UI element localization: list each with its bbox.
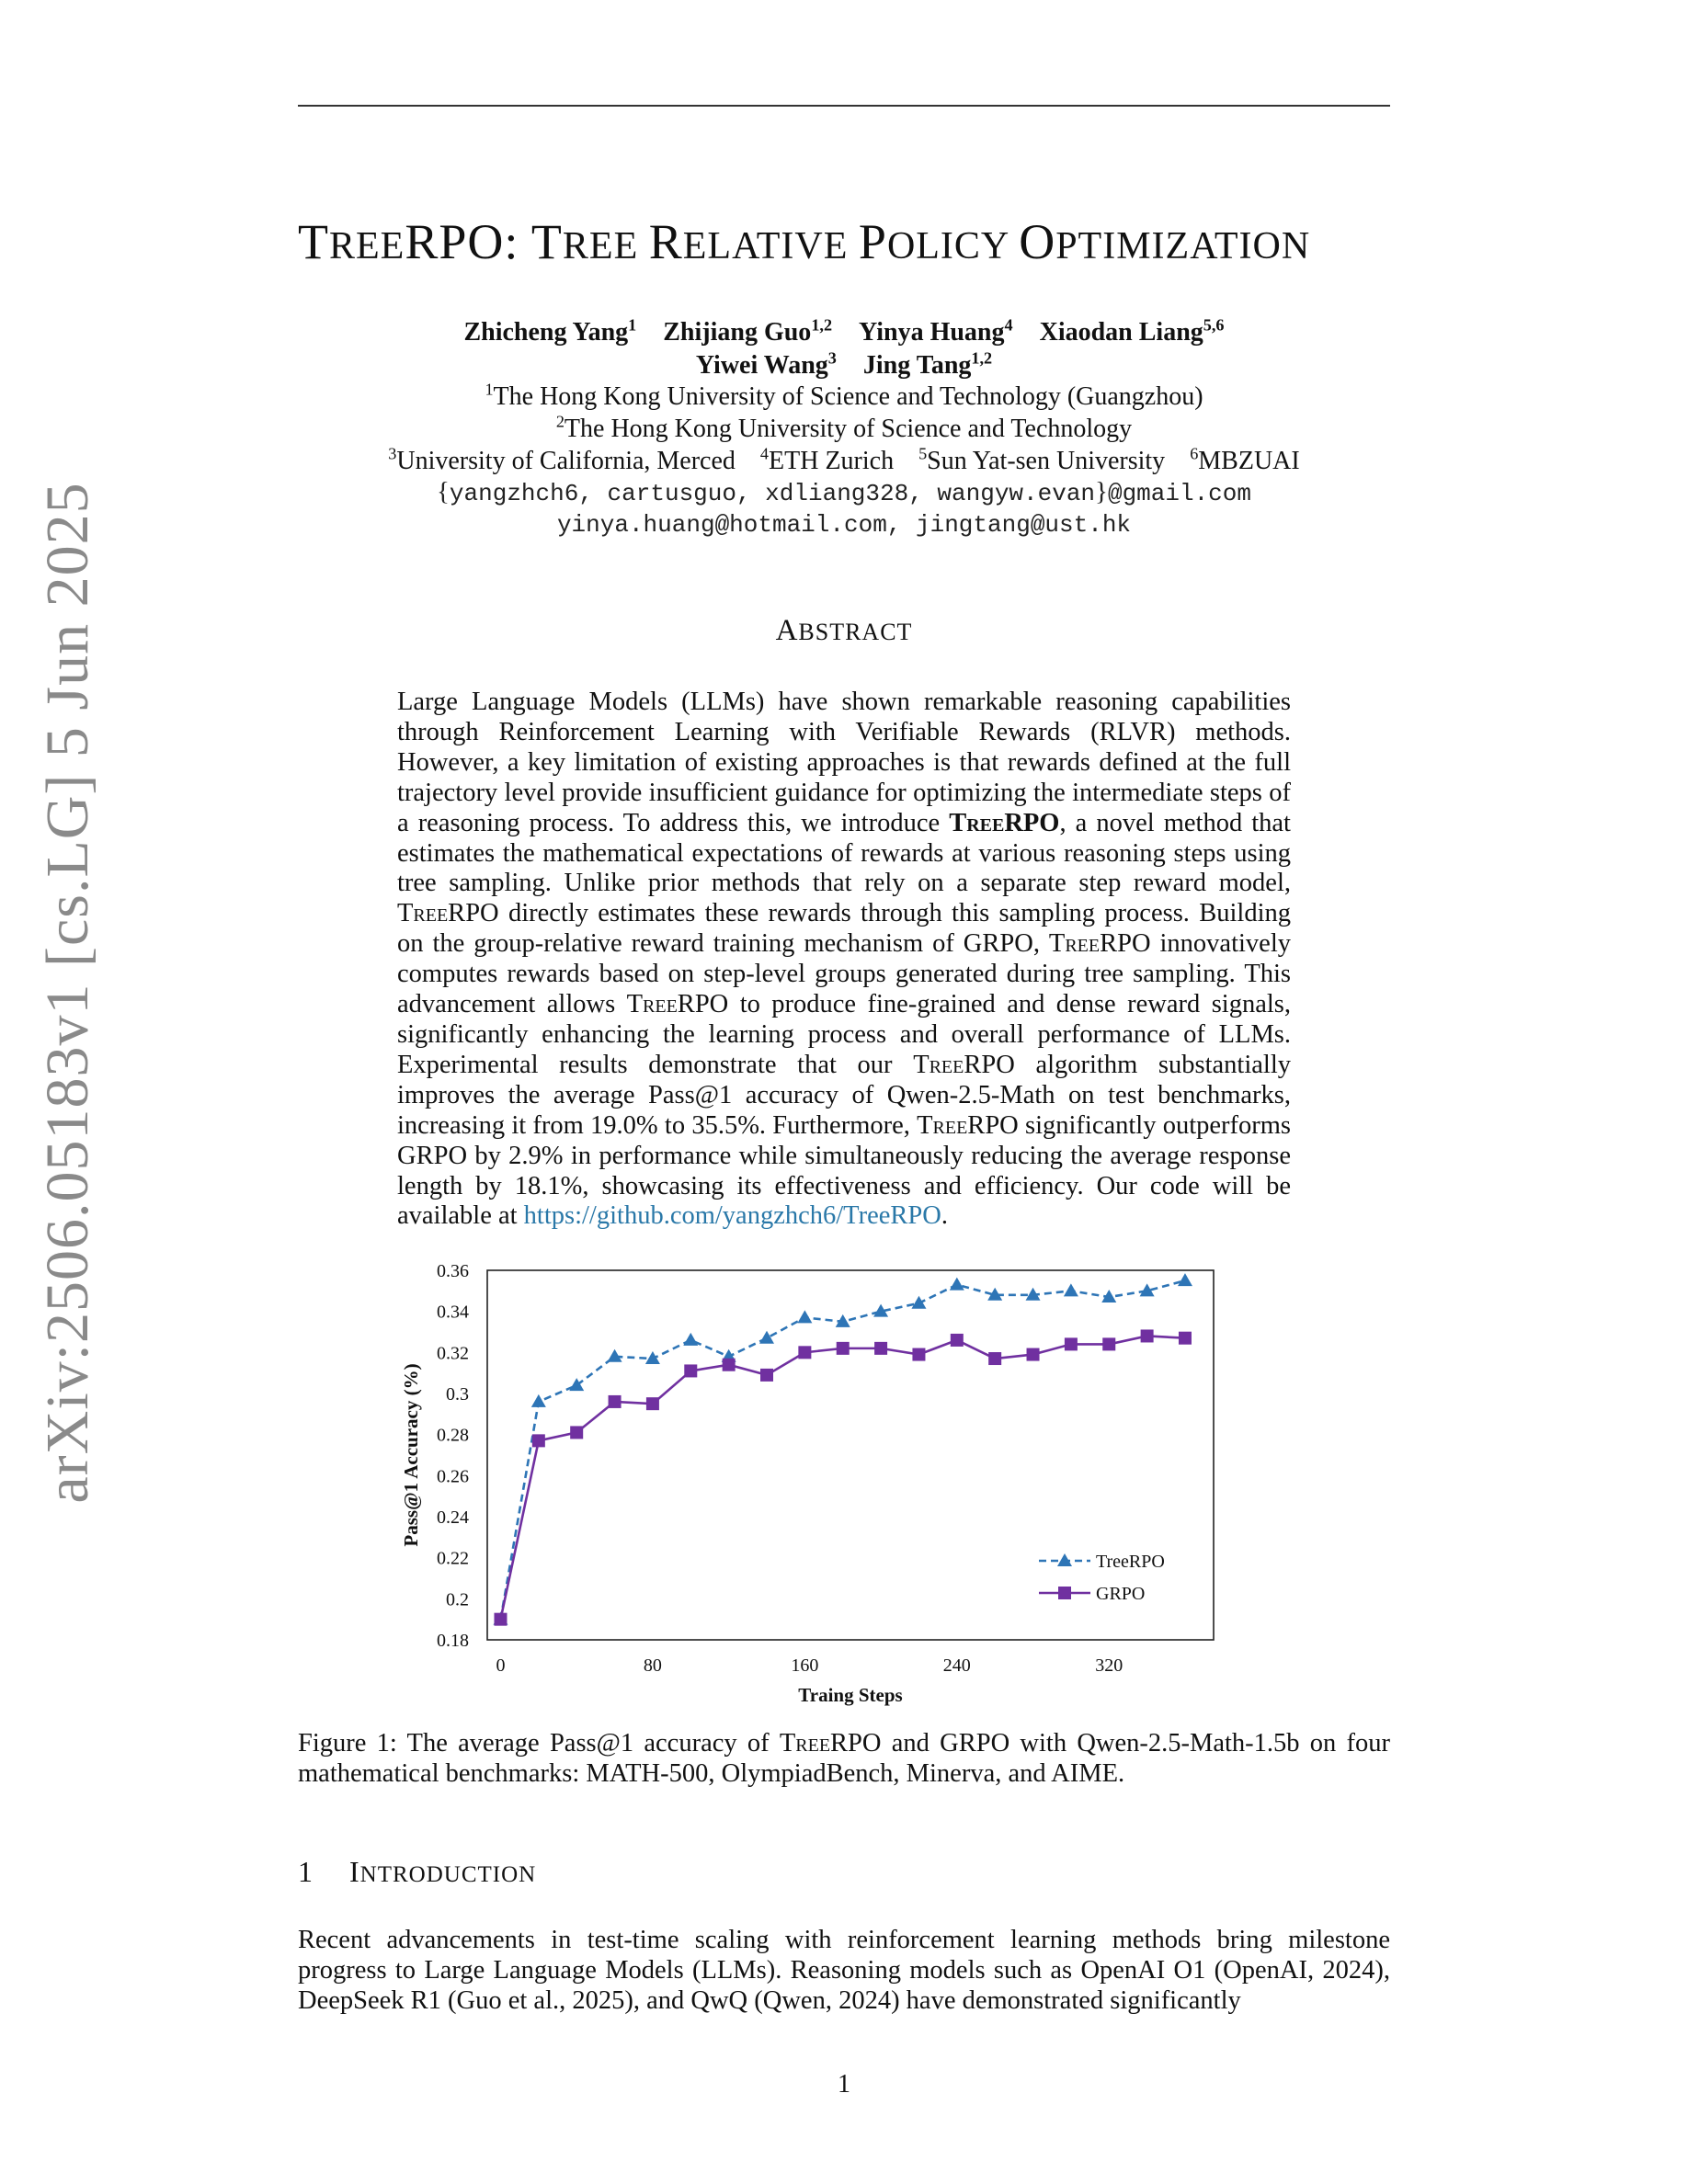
- grpo-legend-label: GRPO: [1096, 1584, 1146, 1604]
- grpo-point: [1102, 1337, 1115, 1350]
- affiliations: [298, 381, 1390, 477]
- grpo-point: [532, 1434, 545, 1447]
- grpo-point: [837, 1342, 850, 1355]
- x-tick-label: 0: [496, 1655, 506, 1676]
- x-tick-label: 320: [1095, 1655, 1123, 1676]
- intro-paragraph: Recent advancements in test-time scaling with reinforcement learning methods bring milestone progress to Large Language Models (LLMs). Reasoning models such as OpenAI O1 (OpenAI, 2024), DeepSeek R1 (Guo et al., 2025), and QwQ (Qwen, 2024) have demonstrated significantly: [298, 1926, 1390, 2015]
- top-rule: [298, 105, 1390, 107]
- paper-title: TREERPO: TREE RELATIVE POLICY OPTIMIZATION: [298, 214, 1311, 269]
- grpo-point: [874, 1342, 887, 1355]
- author-emails: {yangzhch6, cartusguo, xdliang328, wangyw.evan}@gmail.com yinya.huang@hotmail.com, jingtang@ust.hk: [437, 477, 1251, 539]
- x-axis-label: Traing Steps: [798, 1684, 903, 1706]
- author: Zhicheng Yang$^1$: [463, 315, 637, 347]
- treerpo-point: [645, 1351, 660, 1364]
- grpo-point: [570, 1426, 583, 1439]
- code-link[interactable]: https://github.com/yangzhch6/TreeRPO: [523, 1201, 941, 1231]
- grpo-point: [760, 1369, 773, 1382]
- chart-svg: [395, 1256, 1241, 1719]
- y-tick-label: 0.32: [437, 1343, 469, 1364]
- y-tick-label: 0.36: [437, 1261, 469, 1281]
- abstract-body: Large Language Models (LLMs) have shown remarkable reasoning capabilities through Reinforcement Learning with Verifiable Rewards (RLVR) methods. However, a key limitation of existing approaches is that rewards defined at the full trajectory level provide insufficient guidance for optimizing the intermediate steps of a reasoning process. To address this, we introduce TreeRPO, a novel method that estimates the mathematical expectations of rewards at various reasoning steps using tree sampling. Unlike prior methods that rely on a separate step reward model, TreeRPO directly estimates these rewards through this sampling process. Building on the group-relative reward training mechanism of GRPO, TreeRPO innovatively computes rewards based on step-level groups generated during tree sampling. This advancement allows TreeRPO to produce fine-grained and dense reward signals, significantly enhancing the learning process and overall performance of LLMs. Experimental results demonstrate that our TreeRPO algorithm substantially improves the average Pass@1 accuracy of Qwen-2.5-Math on test benchmarks, increasing it from 19.0% to 35.5%. Furthermore, TreeRPO significantly outperforms GRPO by 2.9% in performance while simultaneously reducing the average response length by 18.1%, showcasing its effectiveness and efficiency. Our code will be available at https://github.com/yangzhch6/TreeRPO.: [397, 688, 1291, 1231]
- grpo-point: [988, 1352, 1001, 1365]
- grpo-point: [1027, 1348, 1040, 1361]
- author-list: [298, 316, 1390, 382]
- y-tick-label: 0.26: [437, 1466, 469, 1487]
- treerpo-point: [683, 1333, 698, 1346]
- treerpo-point: [1178, 1273, 1192, 1286]
- y-tick-label: 0.24: [437, 1507, 469, 1528]
- y-tick-label: 0.3: [446, 1384, 469, 1405]
- treerpo-point: [759, 1331, 774, 1344]
- treerpo-series-line: [500, 1280, 1185, 1620]
- y-axis-label: Pass@1 Accuracy (%): [400, 1363, 422, 1547]
- author: Zhijiang Guo$^{1,2}$: [663, 315, 833, 347]
- grpo-point: [723, 1359, 736, 1371]
- grpo-series-line: [500, 1336, 1185, 1619]
- affiliation: $^1$The Hong Kong University of Science and Technology (Guangzhou): [485, 380, 1203, 411]
- grpo-point: [684, 1364, 697, 1377]
- grpo-point: [1141, 1329, 1154, 1342]
- author: Jing Tang$^{1,2}$: [862, 348, 993, 380]
- treerpo-point: [950, 1278, 964, 1291]
- treerpo-legend-label: TreeRPO: [1096, 1552, 1165, 1572]
- grpo-point: [912, 1348, 925, 1361]
- treerpo-point: [797, 1310, 812, 1323]
- x-tick-label: 80: [643, 1655, 662, 1676]
- x-tick-label: 240: [942, 1655, 971, 1676]
- grpo-point: [1179, 1332, 1192, 1345]
- grpo-point: [609, 1395, 622, 1408]
- accuracy-chart: [395, 1256, 1241, 1719]
- grpo-point: [951, 1334, 964, 1347]
- grpo-point: [798, 1346, 811, 1359]
- grpo-point: [1065, 1337, 1078, 1350]
- figure-caption: Figure 1: The average Pass@1 accuracy of TreeRPO and GRPO with Qwen-2.5-Math-1.5b on four mathematical benchmarks: MATH-500, OlympiadBench, Minerva, and AIME.: [298, 1729, 1390, 1788]
- y-tick-label: 0.18: [437, 1631, 469, 1651]
- abstract-heading: ABSTRACT: [775, 614, 913, 647]
- y-tick-label: 0.22: [437, 1548, 469, 1569]
- author: Xiaodan Liang$^{5,6}$: [1039, 315, 1225, 347]
- section-heading: 1 INTRODUCTION: [298, 1855, 537, 1888]
- arxiv-stamp: arXiv:2506.05183v1 [cs.LG] 5 Jun 2025: [34, 482, 101, 1504]
- author: Yiwei Wang$^3$: [695, 348, 837, 380]
- treerpo-point: [608, 1349, 622, 1362]
- grpo-point: [494, 1613, 507, 1626]
- y-tick-label: 0.2: [446, 1589, 469, 1610]
- grpo-legend-marker: [1058, 1587, 1071, 1599]
- author: Yinya Huang$^4$: [859, 315, 1013, 347]
- treerpo-point: [1064, 1283, 1078, 1296]
- x-tick-label: 160: [791, 1655, 819, 1676]
- treerpo-point: [911, 1296, 926, 1309]
- page-number: 1: [838, 2070, 850, 2099]
- treerpo-point: [531, 1394, 546, 1407]
- y-tick-label: 0.28: [437, 1425, 469, 1446]
- affiliation-row: $^3$University of California, Merced $^4$ETH Zurich $^5$Sun Yat-sen University $^6$MBZUAI: [388, 444, 1300, 475]
- affiliation: $^2$The Hong Kong University of Science and Technology: [555, 412, 1133, 443]
- y-tick-label: 0.34: [437, 1302, 469, 1323]
- grpo-point: [646, 1397, 659, 1410]
- treerpo-point: [569, 1378, 584, 1391]
